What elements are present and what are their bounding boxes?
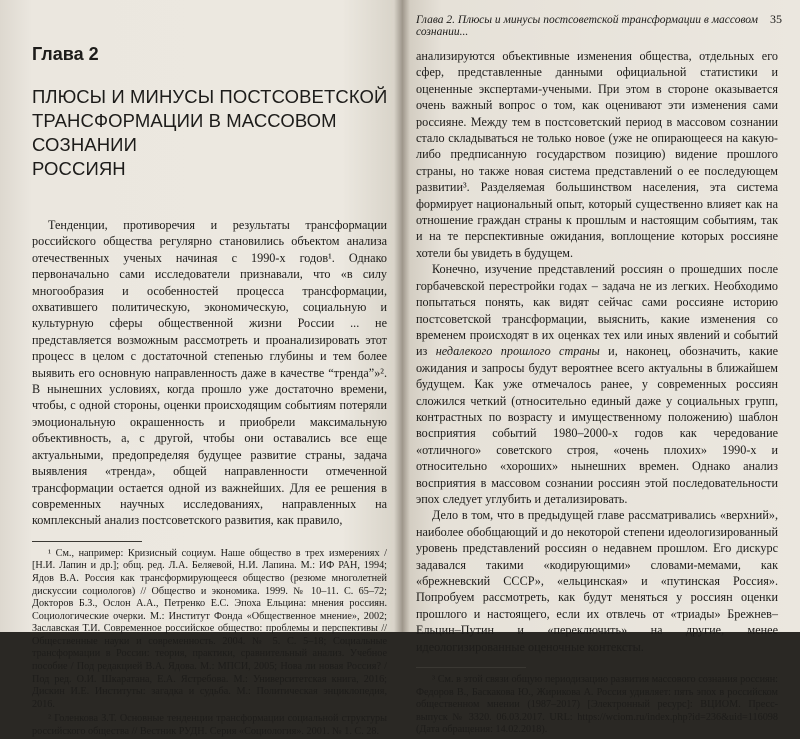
chapter-title-line-2: ТРАНСФОРМАЦИИ В МАССОВОМ СОЗНАНИИ [32, 110, 337, 155]
left-body-text [32, 217, 387, 529]
left-paragraph-1: Тенденции, противоречия и результаты трансформации российского общества регулярно становились объектом анализа отечественных ученых начиная с 1990-х годов¹. Однако первоначально сами исследователи признавали, что «в силу многообразия и особенностей процесса трансформации, охватившего политическую, экономическую, социальную и культурную сферы общественной жизни России ... не представляется возможным рассмотреть и проанализировать этот процесс в целом с достаточной степенью глубины и тем более выявить его основную направленность даже в качестве “тренда”»². В нынешних условиях, когда прошло уже достаточно времени, чтобы, с одной стороны, оценки происходящим событиям потеряли эмоциональную окрашенность и приобрели максимальную объективность, а, с другой, чтобы они оставались все еще актуальными, предопределяя будущее развитие страны, задача выявления «тренда», общей направленности отмеченной трансформации остается одной из важнейших. Для ее решения в современных научных исследованиях, направленных на комплексный анализ постсоветского развития, как правило, [32, 218, 387, 528]
page-number: 35 [770, 12, 782, 26]
footnote-divider [32, 541, 142, 542]
right-paragraph-1: анализируются объективные изменения общества, отдельных его сфер, представленные данными официальной статистики и оцененные экспертами-учеными. При этом в стороне оказывается очень важный вопрос о том, как оценивают эти изменения сами россияне. Между тем в постсоветский период в массовом сознании стало складываться не только новое (уже не опирающееся на какую-либо предписанную государством позицию) видение прошлого страны, но также новая система представлений о ее последующем развитии³. Разделяемая большинством населения, эта система формирует национальный опыт, который существенно влияет как на отношение граждан страны к прошлым и настоящим событиям, так и на те перспективные ожидания, воплощение которых россияне хотели бы увидеть в будущем. [416, 49, 778, 260]
running-head [416, 12, 782, 38]
chapter-title-line-3: РОССИЯН [32, 158, 126, 179]
right-page [402, 0, 800, 736]
footnote-2: ² Голенкова З.Т. Основные тенденции трансформации социальной структуры российского общества // Вестник РУДН. Серия «Социология». 2001. № 1. С. 28. [32, 713, 387, 738]
left-footnotes [32, 548, 387, 739]
footnote-1: ¹ См., например: Кризисный социум. Наше общество в трех измерениях / [Н.И. Лапин и др.]; общ. ред. Л.А. Беляевой, Н.И. Лапина. М.: ИФ РАН, 1994; Ядов В.А. Россия как трансформирующееся общество (резюме многолетней дискуссии социологов) // Общество и экономика. 1999. № 10–11. С. 65–72; Докторов Б.З., Ослон А.А., Петренко Е.С. Эпоха Ельцина: мнения россиян. Социологические очерки. М.: Институт Фонда «Общественное мнение», 2002; Заславская Т.И. Современное российское общество: проблемы и перспективы // Общественные науки и современность. 2004. № 5. С. 5–18; Социальные трансформации в России: теория, практики, сравнительный анализ. Учебное пособие / Под редакцией В.А. Ядова. М.: МПСИ, 2005; Нова ли новая Россия? / Под ред. О.И. Шкаратана, Е.А. Ястребова. М.: Университетская книга, 2016; Дискин И.Е. Институты: загадка и судьба. М.: Политическая энциклопедия, 2016. [32, 547, 387, 710]
right-paragraph-2-italic: недалекого прошлого страны [435, 344, 600, 359]
footnote-divider-right [416, 667, 526, 668]
right-paragraph-2-part-b: и, наконец, обозначить, какие ожидания и запросы будут вероятнее всего актуальны в ближайшем будущем. Как уже отмечалось ранее, у современных россиян сложился четкий (относительно единый даже у социальных групп, контрастных по возрасту и имущественному положению) шаблон восприятия событий 1980–2000-х годов как чередование «отличного» советского строя, «очень плохих» 1990-х и относительно «хороших» нынешних времен. Однако анализ восприятия в массовом сознании россиян этой последовательности эпох следует углубить и детализировать. [416, 344, 779, 506]
book-gutter [394, 0, 410, 632]
chapter-title [32, 85, 392, 181]
right-paragraph-2-part-a: Конечно, изучение представлений россиян о прошедших после горбачевской перестройки годах – задача не из легких. Необходимо попытаться понять, как видят сейчас сами россияне историю постсоветской трансформации, выяснить, какие изменения со временем происходят в их оценках тех или иных явлений и событий из [416, 262, 778, 359]
chapter-title-line-1: ПЛЮСЫ И МИНУСЫ ПОСТСОВЕТСКОЙ [32, 86, 388, 107]
right-paragraph-2 [416, 261, 778, 507]
right-footnotes [416, 674, 778, 737]
running-head-title: Глава 2. Плюсы и минусы постсоветской трансформации в массовом сознании... [416, 14, 758, 38]
chapter-label: Глава 2 [32, 44, 99, 64]
right-body-text [416, 48, 778, 655]
footnote-3: ³ См. в этой связи общую периодизацию развития массового сознания россиян: Федоров В., Баскакова Ю., Жирикова А. Россия удивляет: пять эпох в российском общественном мнении (1987–2017) [Электронный ресурс]: ВЦИОМ. Пресс-выпуск № 3320. 06.03.2017. URL: https://wciom.ru/index.php?id=236&uid=116098 (Дата обращения: 14.02.2018). [416, 674, 778, 736]
right-paragraph-3: Дело в том, что в предыдущей главе рассматривались «верхний», наиболее обобщающий и до некоторой степени идеологизированный уровень представлений россиян о недавнем прошлом. Его дискурс задавался такими «кодирующими» словами-мемами, как «брежневский СССР», «ельцинская» и «путинская Россия». Попробуем рассмотреть, как будут меняться у россиян оценки прошлого и настоящего, если их отвлечь от «триады» Брежнев–Ельцин–Путин и «переключить» на другие, менее идеологизированные оценочные контексты. [416, 508, 778, 654]
